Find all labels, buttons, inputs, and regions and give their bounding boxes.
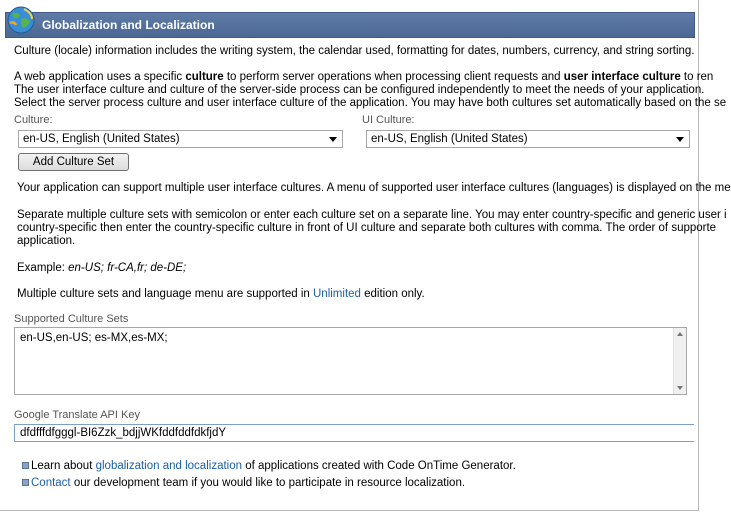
textarea-scrollbar[interactable]	[673, 328, 686, 394]
add-culture-set-button[interactable]: Add Culture Set	[18, 153, 129, 171]
supported-culture-sets-textarea[interactable]	[14, 327, 687, 395]
footer-item-contact: Contact our development team if you would like to participate in resource localization.	[31, 477, 466, 489]
supported-culture-sets-value: en-US,en-US; es-MX,es-MX;	[20, 332, 168, 344]
example-line: Example: en-US; fr-CA,fr; de-DE;	[17, 262, 187, 274]
contact-link[interactable]: Contact	[31, 477, 71, 489]
para4-line2: country-specific then enter the country-specific culture in front of UI culture and separate both cultures with comma. The order of supporte	[17, 222, 717, 234]
chevron-down-icon	[676, 137, 684, 142]
unlimited-link[interactable]: Unlimited	[313, 288, 361, 300]
footer-item-learn: Learn about globalization and localization of applications created with Code OnTime Generator.	[31, 460, 516, 472]
culture-label: Culture:	[14, 114, 53, 126]
globalization-link[interactable]: globalization and localization	[95, 460, 242, 472]
culture-select-value: en-US, English (United States)	[23, 133, 180, 145]
supported-culture-sets-label: Supported Culture Sets	[14, 313, 129, 325]
globe-icon	[6, 5, 36, 35]
para2-line3: Select the server process culture and user interface culture of the application. You may have both cultures set automatically based on the se	[14, 97, 727, 109]
page-title: Globalization and Localization	[42, 18, 215, 32]
scroll-down-icon[interactable]	[677, 386, 683, 390]
api-key-label: Google Translate API Key	[14, 409, 140, 421]
api-key-value: dfdfffdfgggl-BI6Zzk_bdjjWKfddfddfdkfjdY	[20, 427, 227, 439]
ui-culture-select-value: en-US, English (United States)	[371, 133, 528, 145]
chevron-down-icon	[329, 137, 337, 142]
para4-line1: Separate multiple culture sets with semicolon or enter each culture set on a separate line. You may enter country-specific and generic user i	[17, 209, 727, 221]
bullet-icon	[22, 479, 29, 486]
para4-line3: application.	[17, 235, 76, 247]
section-header	[5, 12, 695, 38]
scroll-up-icon[interactable]	[677, 332, 683, 336]
para2-line1: A web application uses a specific culture to perform server operations when processing client requests and user interface culture to ren	[14, 71, 714, 83]
intro-text: Culture (locale) information includes the writing system, the calendar used, formatting for dates, numbers, currency, and string sorting.	[14, 45, 695, 57]
ui-culture-label: UI Culture:	[362, 114, 415, 126]
para3-text: Your application can support multiple user interface cultures. A menu of supported user interface cultures (languages) is displayed on the me	[17, 182, 731, 194]
ui-culture-select[interactable]	[366, 130, 690, 148]
api-key-input[interactable]	[14, 424, 694, 442]
edition-line: Multiple culture sets and language menu are supported in Unlimited edition only.	[17, 288, 425, 300]
bullet-icon	[22, 462, 29, 469]
culture-select[interactable]	[18, 130, 343, 148]
para2-line2: The user interface culture and culture of the server-side process can be configured independently to meet the needs of your application.	[14, 84, 705, 96]
